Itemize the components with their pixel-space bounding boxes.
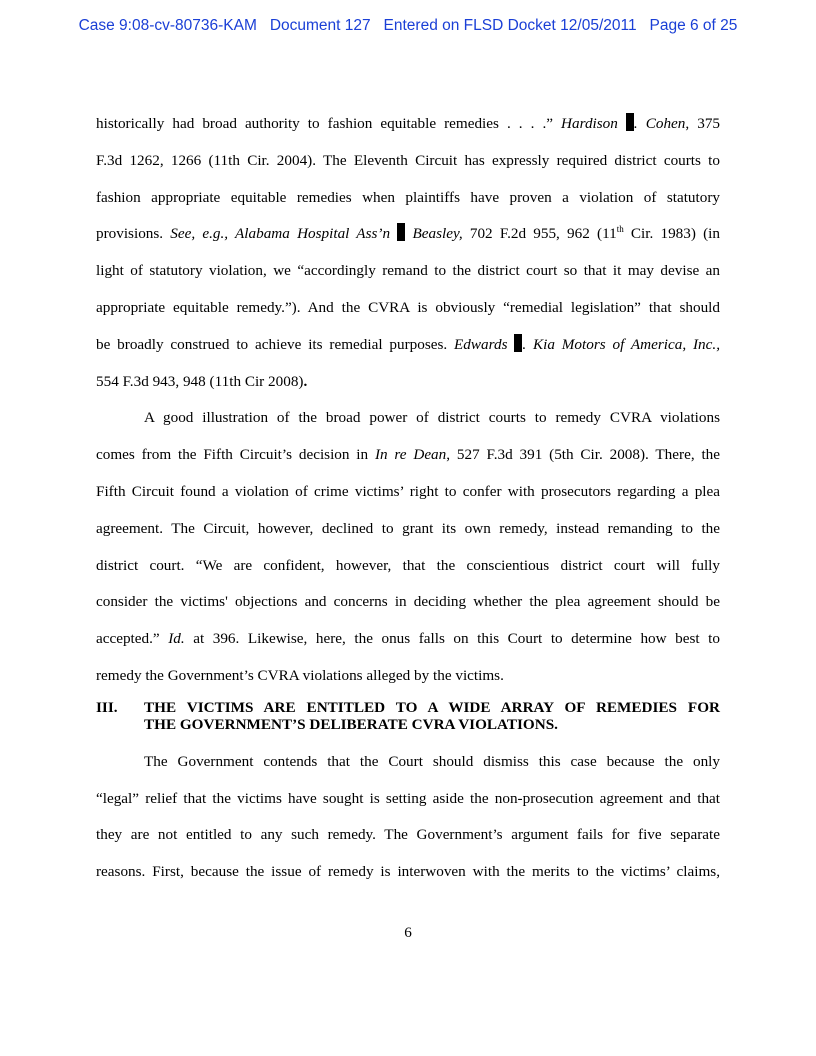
page-number: 6 (404, 924, 412, 941)
redaction-mark (626, 113, 634, 131)
text-line: “legal” relief that the victims have sought is setting aside the non-prosecution agreement and that (96, 789, 720, 807)
text-line: A good illustration of the broad power of district courts to remedy CVRA violations (144, 409, 720, 427)
text-line: 554 F.3d 943, 948 (11th Cir 2008). (96, 372, 308, 390)
text-line: be broadly construed to achieve its remedial purposes. Edwards . Kia Motors of America, Inc., (96, 335, 720, 353)
text-line: provisions. See, e.g., Alabama Hospital Ass’n Beasley, 702 F.2d 955, 962 (11th Cir. 1983) (in (96, 224, 720, 243)
text-line: F.3d 1262, 1266 (11th Cir. 2004). The Eleventh Circuit has expressly required district courts to (96, 151, 720, 169)
text-line: remedy the Government’s CVRA violations alleged by the victims. (96, 666, 504, 684)
text-line: consider the victims' objections and concerns in deciding whether the plea agreement should be (96, 593, 720, 611)
section-heading (96, 699, 720, 734)
text-line: appropriate equitable remedy.”). And the CVRA is obviously “remedial legislation” that should (96, 298, 720, 316)
text-line: comes from the Fifth Circuit’s decision in In re Dean, 527 F.3d 391 (5th Cir. 2008). There, the (96, 446, 720, 464)
section-title (144, 699, 720, 734)
section-number: III. (96, 698, 118, 716)
section-title-line: THE GOVERNMENT’S DELIBERATE CVRA VIOLATIONS. (144, 716, 558, 734)
text-line: reasons. First, because the issue of remedy is interwoven with the merits to the victims’ claims, (96, 863, 720, 881)
document-body (96, 110, 720, 895)
text-line: fashion appropriate equitable remedies when plaintiffs have proven a violation of statutory (96, 188, 720, 206)
text-line: Fifth Circuit found a violation of crime victims’ right to confer with prosecutors regarding a plea (96, 482, 720, 500)
paragraph-3 (96, 748, 720, 895)
text-line: historically had broad authority to fashion equitable remedies . . . .” Hardison . Cohen, 375 (96, 115, 721, 132)
docket-stamp: Case 9:08-cv-80736-KAM Document 127 Entered on FLSD Docket 12/05/2011 Page 6 of 25 (78, 17, 738, 34)
paragraph-1 (96, 110, 720, 404)
paragraph-2 (96, 404, 720, 698)
text-line: The Government contends that the Court should dismiss this case because the only (144, 752, 720, 770)
section-title-line: THE VICTIMS ARE ENTITLED TO A WIDE ARRAY OF REMEDIES FOR (144, 698, 720, 716)
text-line: they are not entitled to any such remedy. The Government’s argument fails for five separate (96, 826, 720, 844)
text-line: accepted.” Id. at 396. Likewise, here, the onus falls on this Court to determine how best to (96, 630, 720, 648)
text-line: district court. “We are confident, however, that the conscientious district court will fully (96, 556, 720, 574)
text-line: light of statutory violation, we “accordingly remand to the district court so that it may devise an (96, 262, 720, 280)
text-line: agreement. The Circuit, however, declined to grant its own remedy, instead remanding to the (96, 519, 720, 537)
